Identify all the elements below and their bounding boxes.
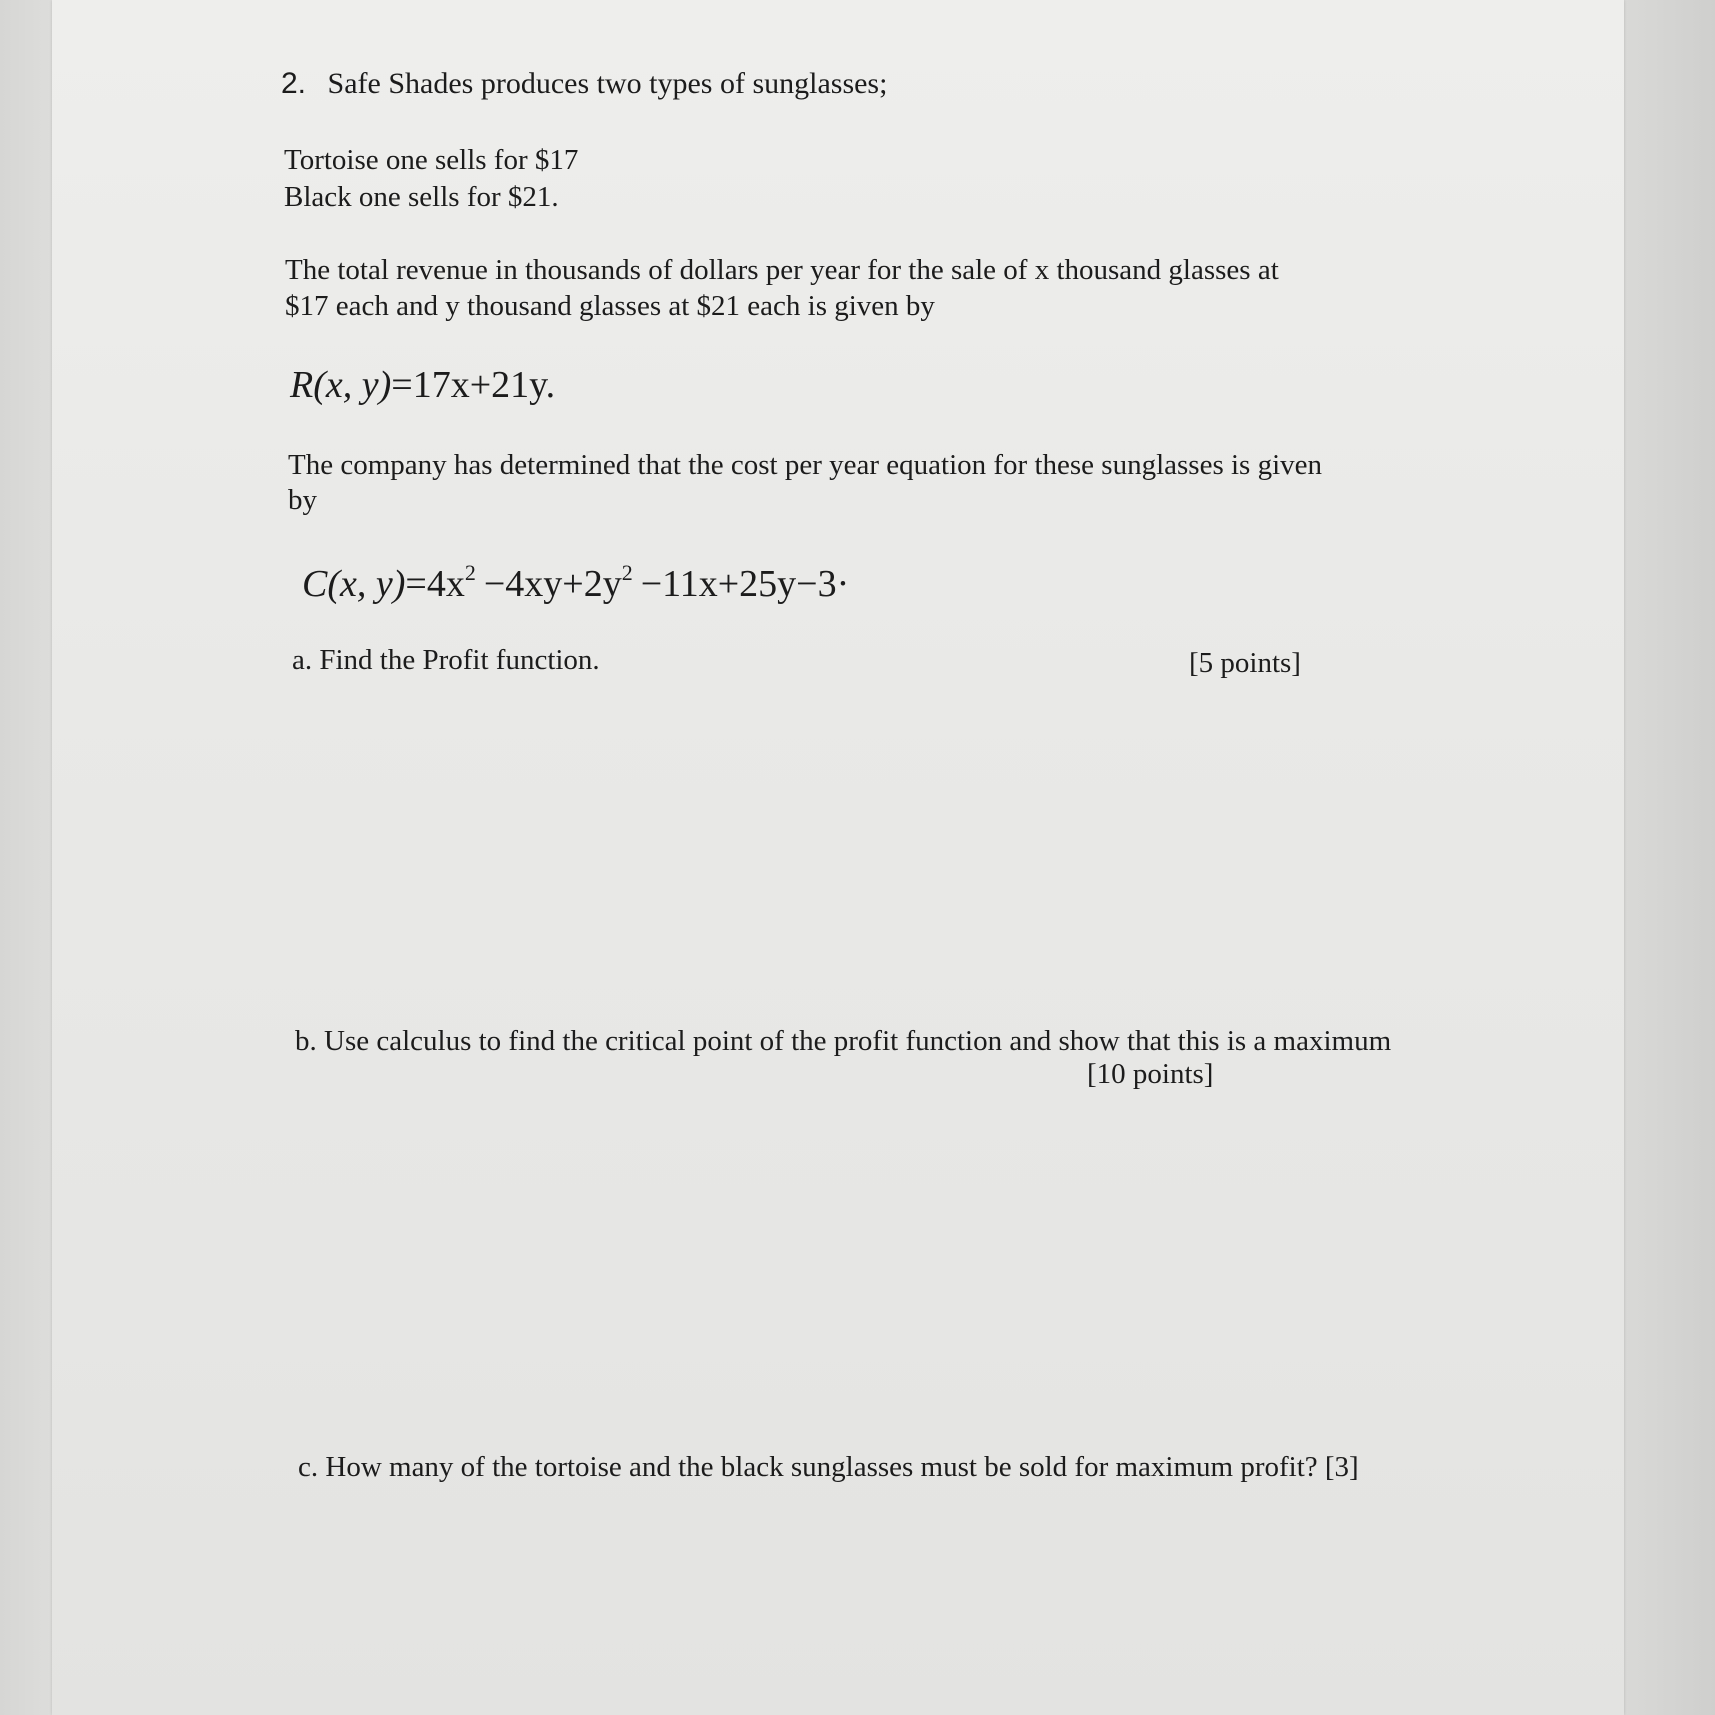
price-black: Black one sells for $21. (284, 181, 559, 213)
cost-equation (302, 562, 849, 606)
part-b-points: [10 points] (1087, 1058, 1214, 1090)
cost-term-1-exponent: 2 (464, 560, 476, 585)
cost-term-2: −4xy+2y (483, 563, 622, 605)
page-edge (1624, 0, 1715, 1715)
question-heading (281, 66, 887, 102)
revenue-description-line2: $17 each and y thousand glasses at $21 each is given by (285, 290, 935, 322)
revenue-equation-lhs: R(x, y) (290, 364, 392, 406)
cost-equation-equals: = (405, 563, 427, 605)
revenue-equation (290, 363, 555, 407)
question-intro: Safe Shades produces two types of sunglasses; (327, 67, 888, 100)
revenue-description-line1: The total revenue in thousands of dollars per year for the sale of x thousand glasses at (285, 254, 1279, 286)
part-a-points: [5 points] (1189, 647, 1301, 679)
part-c-text: c. How many of the tortoise and the black sunglasses must be sold for maximum profit? [3] (298, 1451, 1359, 1483)
cost-term-3: −11x+25y−3· (640, 563, 850, 605)
cost-description-line1: The company has determined that the cost per year equation for these sunglasses is given (288, 449, 1323, 481)
part-b-text: b. Use calculus to find the critical point of the profit function and show that this is a maximum (295, 1025, 1392, 1057)
revenue-equation-rhs: =17x+21y. (391, 364, 556, 406)
question-number: 2. (281, 67, 307, 100)
cost-term-2-exponent: 2 (621, 560, 633, 585)
price-tortoise: Tortoise one sells for $17 (284, 144, 579, 176)
cost-description-line2: by (288, 484, 317, 516)
worksheet-page (52, 0, 1624, 1715)
cost-term-1: 4x (426, 563, 465, 605)
cost-equation-lhs: C(x, y) (302, 563, 406, 605)
part-a-text: a. Find the Profit function. (292, 644, 600, 676)
